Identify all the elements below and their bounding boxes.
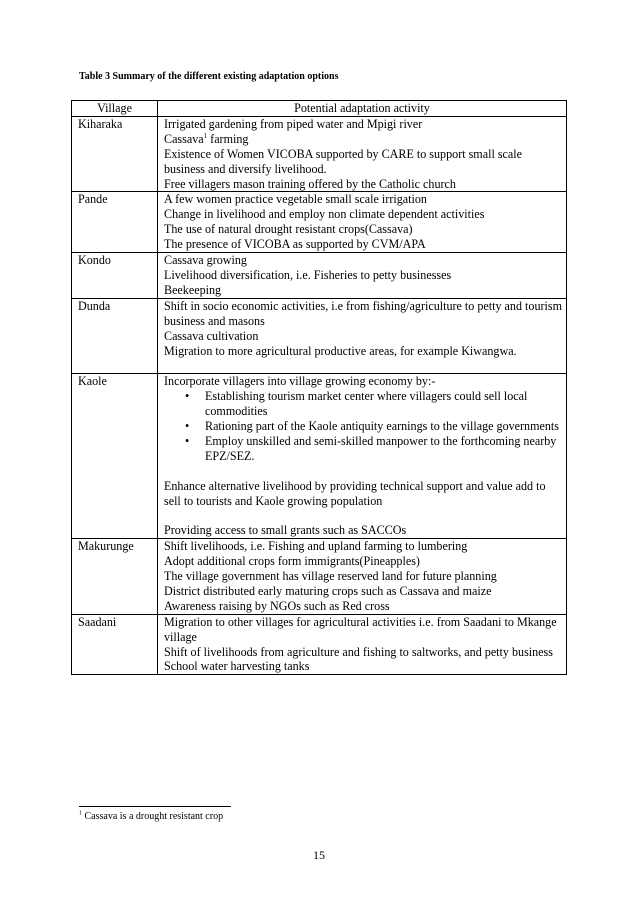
- activity-line: Beekeeping: [164, 282, 222, 297]
- activity-line: School water harvesting tanks: [164, 659, 310, 674]
- footnote-marker: 1: [79, 810, 82, 817]
- table-row: [72, 298, 567, 374]
- spacer: [164, 464, 564, 479]
- table-row: [72, 374, 567, 539]
- spacer: [164, 358, 564, 373]
- spacer: [164, 508, 564, 523]
- activity-cell: [158, 298, 567, 374]
- village-cell: Dunda: [72, 298, 158, 374]
- bullet-item: • Employ unskilled and semi-skilled manpower to the forthcoming nearby EPZ/SEZ.: [185, 434, 564, 464]
- activity-line: Shift in socio economic activities, i.e from fishing/agriculture to petty and tourism business and masons: [164, 298, 563, 328]
- activity-line: The presence of VICOBA as supported by CVM/APA: [164, 237, 426, 252]
- activity-line: Free villagers mason training offered by the Catholic church: [164, 176, 456, 191]
- activity-cell: [158, 539, 567, 615]
- activity-line: Awareness raising by NGOs such as Red cross: [164, 598, 390, 613]
- table-row: [72, 253, 567, 299]
- bullet-list: [164, 389, 564, 464]
- activity-cell: [158, 192, 567, 253]
- activity-line: Livelihood diversification, i.e. Fisheries to petty businesses: [164, 267, 452, 282]
- footnote-reference: 1: [203, 131, 208, 140]
- activity-text: Cassava: [164, 131, 204, 146]
- activity-line: The village government has village reserved land for future planning: [164, 569, 497, 584]
- village-cell: Makurunge: [72, 539, 158, 615]
- village-cell: Kaole: [72, 374, 158, 539]
- activity-line: Enhance alternative livelihood by providing technical support and value add to sell to tourists and Kaole growing population: [164, 478, 546, 508]
- village-cell: Kondo: [72, 253, 158, 299]
- bullet-item: • Rationing part of the Kaole antiquity earnings to the village governments: [185, 419, 564, 434]
- table-caption: Table 3 Summary of the different existing adaptation options: [79, 71, 339, 82]
- village-cell: Saadani: [72, 614, 158, 675]
- village-cell: Pande: [72, 192, 158, 253]
- table-row: [72, 116, 567, 192]
- activity-cell: [158, 374, 567, 539]
- activity-line: Migration to more agricultural productive areas, for example Kiwangwa.: [164, 343, 517, 358]
- village-cell: Kiharaka: [72, 116, 158, 192]
- activity-line: Cassava cultivation: [164, 328, 259, 343]
- activity-cell: [158, 614, 567, 675]
- footnote-separator: [79, 806, 231, 807]
- footnote-text: Cassava is a drought resistant crop: [82, 811, 224, 822]
- activity-line: Migration to other villages for agricultural activities i.e. from Saadani to Mkange village: [164, 614, 557, 644]
- activity-line: Incorporate villagers into village growing economy by:-: [164, 374, 436, 389]
- activity-line: Shift livelihoods, i.e. Fishing and upland farming to lumbering: [164, 539, 468, 554]
- header-village: Village: [72, 101, 158, 117]
- activity-line: [164, 132, 564, 147]
- activity-line: District distributed early maturing crops such as Cassava and maize: [164, 583, 492, 598]
- activity-line: Existence of Women VICOBA supported by CARE to support small scale business and diversify livelihood.: [164, 146, 522, 176]
- activity-line: A few women practice vegetable small scale irrigation: [164, 192, 427, 207]
- footnote: [79, 811, 223, 822]
- activity-cell: [158, 253, 567, 299]
- table-row: [72, 192, 567, 253]
- activity-line: The use of natural drought resistant crops(Cassava): [164, 222, 413, 237]
- activity-line: Irrigated gardening from piped water and Mpigi river: [164, 116, 423, 131]
- adaptation-options-table: [71, 100, 567, 675]
- table-header-row: [72, 101, 567, 117]
- header-activity: Potential adaptation activity: [158, 101, 567, 117]
- activity-line: Adopt additional crops form immigrants(Pineapples): [164, 554, 420, 569]
- activity-line: Providing access to small grants such as SACCOs: [164, 523, 407, 538]
- activity-text: farming: [207, 131, 249, 146]
- bullet-item: • Establishing tourism market center where villagers could sell local commodities: [185, 389, 564, 419]
- table-row: [72, 614, 567, 675]
- activity-line: Cassava growing: [164, 253, 247, 268]
- activity-line: Change in livelihood and employ non climate dependent activities: [164, 207, 485, 222]
- activity-cell: [158, 116, 567, 192]
- page-number: 15: [313, 848, 325, 862]
- activity-line: Shift of livelihoods from agriculture and fishing to saltworks, and petty business: [164, 644, 553, 659]
- table-row: [72, 539, 567, 615]
